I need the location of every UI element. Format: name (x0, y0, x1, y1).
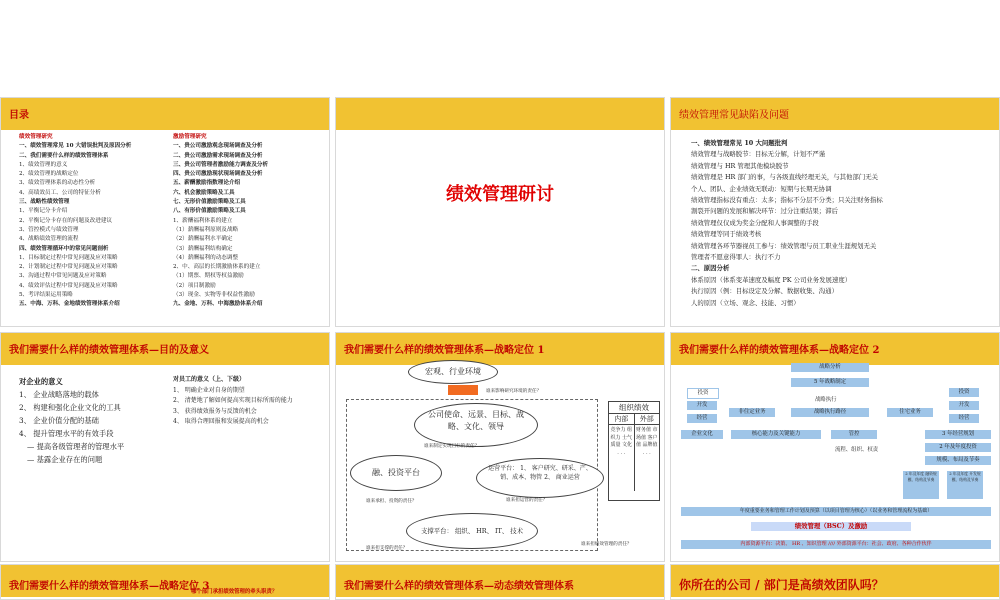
bsc-prefix: 绩效管理（ (794, 522, 827, 530)
list-item: 割裂开问题的发展和解决环节：过分注重结果；滞后 (691, 207, 838, 216)
annual-plan: 年度重要业务和管理工作计划及预算（以项目管理为核心）（以业务和管理流程为基础） (681, 507, 991, 516)
list-item: （1）薪酬福利原则及战略 (173, 226, 239, 233)
cover-title: 绩效管理研讨 (446, 184, 554, 205)
outer-head: 外部 (639, 415, 654, 423)
list-item: 1、平衡记分卡介绍 (19, 208, 68, 215)
list-item: 二、贵公司激励需求现场调查及分析 (173, 152, 263, 159)
question-label: 谁来担运营的责任？ (506, 498, 548, 503)
five-year-plan: 5 年战略制定 (791, 378, 869, 387)
slide-title: 我们需要什么样的绩效管理体系—目的及意义 (9, 345, 209, 356)
list-item: 1、目标制定过程中常见问题及应对策略 (19, 254, 118, 261)
orange-arrow (448, 385, 478, 395)
slide-title: 目录 (9, 110, 29, 121)
left-item: 开发 (687, 401, 717, 410)
list-item: （2）项目制激励 (173, 282, 216, 289)
strategy-analysis: 战略分析 (791, 363, 869, 372)
list-item: 九、金地、万科、中海激励体系介绍 (173, 301, 263, 308)
list-item: 绩效管理指标没有重点：太多；指标不分层不分类；只关注财务指标 (691, 196, 883, 205)
list-item: （4）薪酬福利的动态调整 (173, 254, 239, 261)
left-item: 投资 (687, 388, 719, 399)
inner-items: 竞争力 组织力 士气 质量 文化 . . . (609, 425, 635, 491)
table-heading: 组织绩效 (609, 402, 659, 414)
process-org: 流程、组织、权责 (835, 447, 879, 453)
toc-right-list (173, 133, 268, 310)
right-item: 投资 (949, 388, 979, 397)
list-item: 4、 提升管理水平的有效手段 (19, 429, 114, 438)
list-item: 二、原因分析 (691, 264, 730, 273)
list-item: 八、有形价值激励策略及工具 (173, 208, 246, 215)
mini-finance: 2 年及年度 融资规模、结构及节奏 (903, 471, 939, 499)
slide-title: 我们需要什么样的绩效管理体系—战略定位 3 (9, 581, 210, 592)
slide-dynamic[interactable] (335, 564, 665, 600)
bsc-suffix: ）及激励 (841, 522, 868, 530)
list-item: （1）期票、期权等权益激励 (173, 273, 244, 280)
title-bar (671, 98, 999, 130)
slide-toc[interactable] (0, 97, 330, 327)
list-item: 绩效管理各环节器视员工参与：绩效管理与员工职业生涯规划无关 (691, 241, 877, 250)
list-item: 四、绩效管理循环中的常见问题剖析 (19, 245, 109, 252)
culture: 企业文化 (681, 430, 723, 439)
mission-ellipse: 公司使命、远景、目标、战略、文化、领导 (414, 403, 538, 447)
list-item: 一、绩效管理常见 10 大问题批判 (691, 139, 788, 147)
list-item: 1、 企业战略落地的载体 (19, 390, 99, 399)
control: 管控 (831, 430, 877, 439)
title-bar (336, 98, 664, 130)
list-item: 4、战略绩效管理的流程 (19, 236, 79, 243)
slide-cover[interactable] (335, 97, 665, 327)
outer-items: 财务值 市场值 客户值 品牌值 . . . (635, 427, 658, 456)
list-item: 绩效管理是 HR 部门的事，与各级直线经理无关，与其他部门无关 (691, 173, 878, 182)
list-item: 五、薪酬激励指数理论介绍 (173, 180, 241, 187)
enterprise-meaning (19, 375, 124, 466)
list-item: 4、 取得合理回报和发展提高的机会 (173, 418, 269, 425)
slide-subtitle: 哪个部门承担绩效管理的牵头职责？ (191, 589, 278, 595)
finance-ellipse: 融、投资平台 (350, 455, 442, 491)
slide-problems[interactable] (670, 97, 1000, 327)
slide-high-performance[interactable] (670, 564, 1000, 600)
scale-layout: 规模、布局及节奏 (925, 456, 991, 465)
bsc-label: BSC (826, 522, 842, 530)
macro-ellipse: 宏观、行业环境 (408, 360, 498, 384)
slide-title: 你所在的公司 / 部门是高绩效团队吗？ (679, 578, 884, 592)
three-year-plan: 3 年经营规划 (925, 430, 991, 439)
list-item: 五、中海、万科、金地绩效管理体系介绍 (19, 301, 120, 308)
title-bar (1, 565, 329, 597)
slide-purpose[interactable] (0, 332, 330, 562)
right-item: 经营 (949, 414, 979, 423)
list-item: 2、绩效管理的战略定位 (19, 171, 79, 178)
list-item: 4、绩效评估过程中常见问题及应对策略 (19, 282, 118, 289)
list-item: 绩效管理与 HR 管理其他模块脱节 (691, 161, 789, 170)
left-item: 经营 (687, 414, 717, 423)
list-item: 3、 获得绩效报务与反馈的机会 (173, 407, 257, 415)
right-item: 开发 (949, 401, 979, 410)
slide-title: 我们需要什么样的绩效管理体系—战略定位 2 (679, 345, 880, 356)
list-item: 1、绩效管理的意义 (19, 161, 68, 168)
slide-positioning-2[interactable] (670, 332, 1000, 562)
list-item: 2、 清楚地了解如何提高实现目标所需的能力 (173, 397, 293, 404)
residential: 住宅业务 (887, 408, 933, 417)
list-item: 3、 企业价值分配的基础 (19, 416, 99, 425)
list-item: 2、中、高层的长期激励体系的建立 (173, 264, 261, 271)
question-label: 谁来担绩效管理的责任？ (581, 542, 632, 547)
list-item: 七、无形价值激励策略及工具 (173, 199, 246, 206)
list-item: 3、管控模式与绩效管理 (19, 226, 79, 233)
title-bar (671, 565, 999, 597)
toc-left-list (19, 133, 131, 310)
slide-title: 我们需要什么样的绩效管理体系—动态绩效管理体系 (344, 581, 574, 592)
list-item: 管理者不愿意得罪人：执行不力 (691, 253, 781, 262)
enterprise-heading: 对企业的意义 (19, 377, 63, 386)
list-item: 绩效管理仅仅成为奖金分配和人事调整的手段 (691, 218, 819, 227)
strategy-exec: 战略执行 (815, 397, 837, 403)
employee-meaning (173, 375, 303, 428)
support-ellipse: 支撑平台： 组织、 HR、 IT、 技术 (406, 513, 538, 549)
list-item: 三、战略性绩效管理 (19, 199, 70, 206)
non-residential: 非住定业务 (729, 408, 775, 417)
list-item: （2）薪酬福利水平确定 (173, 236, 233, 243)
two-year-invest: 2 年及年度投资 (925, 443, 991, 452)
slide-positioning-1[interactable] (335, 332, 665, 562)
list-item: 激励管理研究 (173, 134, 207, 140)
title-bar (671, 333, 999, 365)
list-item: — 提高各级管理者的管理水平 (27, 442, 125, 451)
list-item: 一、贵公司激励观念现场调查及分析 (173, 143, 263, 150)
list-item: 四、贵公司激励现状现场调查及分析 (173, 171, 263, 178)
core-capability: 核心能力及关键能力 (731, 430, 821, 439)
mini-dev: 2 年及年度 开发规模、结构及节奏 (947, 471, 983, 499)
inner-head: 内部 (609, 414, 635, 424)
list-item: 一、绩效管理常见 10 大错误批判及原因分析 (19, 143, 132, 150)
question-label: 谁来影响研究环境的责任？ (486, 389, 542, 394)
exec-path: 战略执行路径 (791, 408, 869, 417)
question-label: 谁来制定实现目标的责任？ (424, 444, 480, 449)
title-bar (336, 565, 664, 597)
org-performance-table (608, 401, 660, 501)
resource-platform: 内部资源平台：决策、 HR 、知识管理 //// 外部资源平台：社会、政府、各种合作伙伴 (681, 540, 991, 549)
list-item: 4、高绩效员工、公司的特征分析 (19, 189, 101, 196)
list-item: 体系原因（体系变革速度及幅度 PK 公司业务发展速度） (691, 275, 852, 284)
list-item: 绩效管理研究 (19, 134, 53, 140)
list-item: 绩效管理与战略脱节：目标无分解，计划不严谨 (691, 150, 826, 159)
slide-title: 绩效管理常见缺陷及问题 (679, 110, 789, 121)
list-item: 三、贵公司管理者激励能力调查及分析 (173, 161, 269, 168)
list-item: 1、 明确企业对自身的期望 (173, 386, 245, 394)
list-item: （3）现金、实物等非权益性激励 (173, 292, 255, 299)
title-bar (1, 98, 329, 130)
bsc-banner (751, 522, 911, 531)
list-item: 1、薪酬福利体系的建立 (173, 217, 233, 224)
slide-positioning-3[interactable] (0, 564, 330, 600)
list-item: 2、平衡记分卡存在的问题及改进建议 (19, 217, 113, 224)
list-item: 六、机会激励策略及工具 (173, 189, 235, 196)
list-item: 2、计划制定过程中常见问题及应对策略 (19, 264, 118, 271)
slide-title: 我们需要什么样的绩效管理体系—战略定位 1 (344, 345, 545, 356)
list-item: （3）薪酬福利结构确定 (173, 245, 233, 252)
list-item: 人的原因（立场、观念、技能、习惯） (691, 298, 800, 307)
list-item: 5、考评结果运用策略 (19, 292, 73, 299)
title-bar (1, 333, 329, 365)
employee-heading: 对员工的意义（上、下级） (173, 376, 246, 383)
list-item: 3、沟通过程中常见问题及应对策略 (19, 273, 107, 280)
title-bar (336, 333, 664, 365)
list-item: 二、我们需要什么样的绩效管理体系 (19, 152, 109, 159)
list-item: 3、绩效管理体系的动态性分析 (19, 180, 96, 187)
list-item: 执行原因（例：目标设定及分解、数据收集、沟通） (691, 287, 838, 296)
list-item: — 基露企业存在的问题 (27, 455, 103, 464)
problem-list (691, 138, 883, 309)
question-label: 谁来担支撑的责任？ (366, 546, 408, 551)
list-item: 个人、团队、企业绩效无联动：短期与长期无协调 (691, 184, 832, 193)
list-item: 2、 构建和强化企业文化的工具 (19, 403, 121, 412)
list-item: 绩效管理等同于绩效考核 (691, 230, 762, 239)
question-label: 谁来承担、投资的责任？ (366, 499, 417, 504)
ops-ellipse: 运营平台： 1、 客户研究、研采、产、销、成本、物管 2、 商业运营 (476, 458, 604, 498)
